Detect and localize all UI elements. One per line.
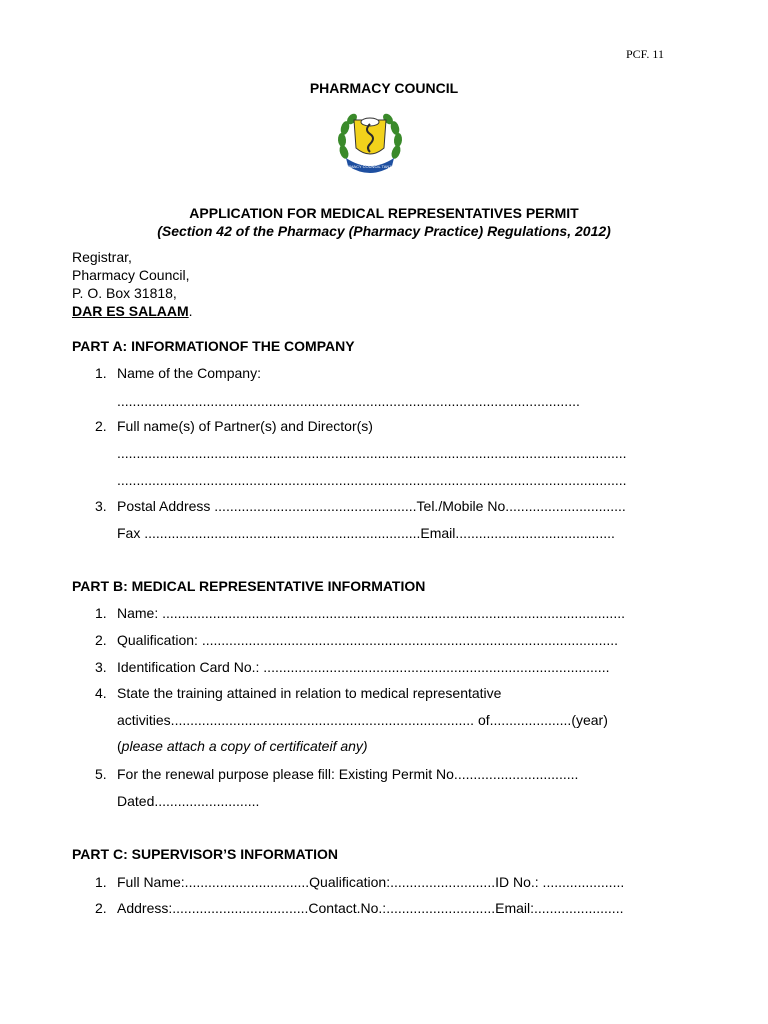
supervisor-name-field[interactable]: Full Name:................................Qualification:...........................ID No.: ..................... xyxy=(117,874,625,890)
part-a-item-3 xyxy=(95,498,626,514)
training-activities-field[interactable]: activities.............................................................................. of.....................(year) xyxy=(117,712,608,728)
company-name-field[interactable]: ....................................................................................................................... xyxy=(117,393,580,409)
directors-field-1[interactable]: ................................................................................................................................... xyxy=(117,445,627,461)
part-b-item-2-num: 2. xyxy=(95,632,107,648)
part-c-heading: PART C: SUPERVISOR’S INFORMATION xyxy=(72,846,339,862)
part-a-item-3-num: 3. xyxy=(95,498,107,514)
rep-name-field[interactable]: Name: ....................................................................................................................... xyxy=(117,605,625,621)
part-c-item-1-num: 1. xyxy=(95,874,107,890)
part-b-item-5 xyxy=(95,766,578,782)
part-a-item-1-label: Name of the Company: xyxy=(117,365,261,381)
id-card-field[interactable]: Identification Card No.: ......................................................................................... xyxy=(117,659,610,675)
dated-field[interactable]: Dated........................... xyxy=(117,793,260,809)
part-a-heading: PART A: INFORMATIONOF THE COMPANY xyxy=(72,338,355,354)
certificate-note xyxy=(117,738,368,754)
part-c-item-2 xyxy=(95,900,623,916)
document-subtitle: (Section 42 of the Pharmacy (Pharmacy Practice) Regulations, 2012) xyxy=(157,223,611,239)
form-code: PCF. 11 xyxy=(626,47,664,61)
part-b-item-1 xyxy=(95,605,625,621)
address-city-suffix: . xyxy=(188,303,193,319)
part-c-item-2-num: 2. xyxy=(95,900,107,916)
directors-field-2[interactable]: ................................................................................................................................... xyxy=(117,472,627,488)
part-b-item-3-num: 3. xyxy=(95,659,107,675)
part-b-item-1-num: 1. xyxy=(95,605,107,621)
part-a-item-2-num: 2. xyxy=(95,418,107,434)
part-b-item-2 xyxy=(95,632,618,648)
address-line-3: P. O. Box 31818, xyxy=(72,285,177,301)
pharmacy-council-logo xyxy=(334,108,406,180)
part-b-item-4-label: State the training attained in relation to medical representative xyxy=(117,685,502,701)
council-title: PHARMACY COUNCIL xyxy=(309,80,459,96)
certificate-note-text: please attach a copy of certificateif any) xyxy=(121,738,368,754)
part-b-item-3 xyxy=(95,659,609,675)
part-c-item-1 xyxy=(95,874,624,890)
document-title: APPLICATION FOR MEDICAL REPRESENTATIVES PERMIT xyxy=(189,205,579,221)
part-a-item-2 xyxy=(95,418,373,434)
address-line-2: Pharmacy Council, xyxy=(72,267,190,283)
fax-email-field[interactable]: Fax .......................................................................Email......................................... xyxy=(117,525,615,541)
part-a-item-1-num: 1. xyxy=(95,365,107,381)
logo-ribbon-text: PHARMACY COUNCIL TANZANIA xyxy=(338,164,402,169)
address-city: DAR ES SALAAM xyxy=(72,303,189,319)
part-b-item-5-num: 5. xyxy=(95,766,107,782)
existing-permit-field[interactable]: For the renewal purpose please fill: Existing Permit No................................ xyxy=(117,766,579,782)
postal-tel-field[interactable]: Postal Address ....................................................Tel./Mobile No............................... xyxy=(117,498,626,514)
part-a-item-1 xyxy=(95,365,261,381)
part-b-item-4-num: 4. xyxy=(95,685,107,701)
supervisor-address-field[interactable]: Address:...................................Contact.No.:............................Email:....................... xyxy=(117,900,624,916)
part-b-heading: PART B: MEDICAL REPRESENTATIVE INFORMATION xyxy=(72,578,426,594)
part-a-item-2-label: Full name(s) of Partner(s) and Director(s) xyxy=(117,418,373,434)
qualification-field[interactable]: Qualification: ........................................................................................................... xyxy=(117,632,619,648)
part-b-item-4 xyxy=(95,685,501,701)
certificate-note-open: ( xyxy=(117,738,122,754)
address-line-1: Registrar, xyxy=(72,249,132,265)
address-city-line xyxy=(72,303,193,319)
